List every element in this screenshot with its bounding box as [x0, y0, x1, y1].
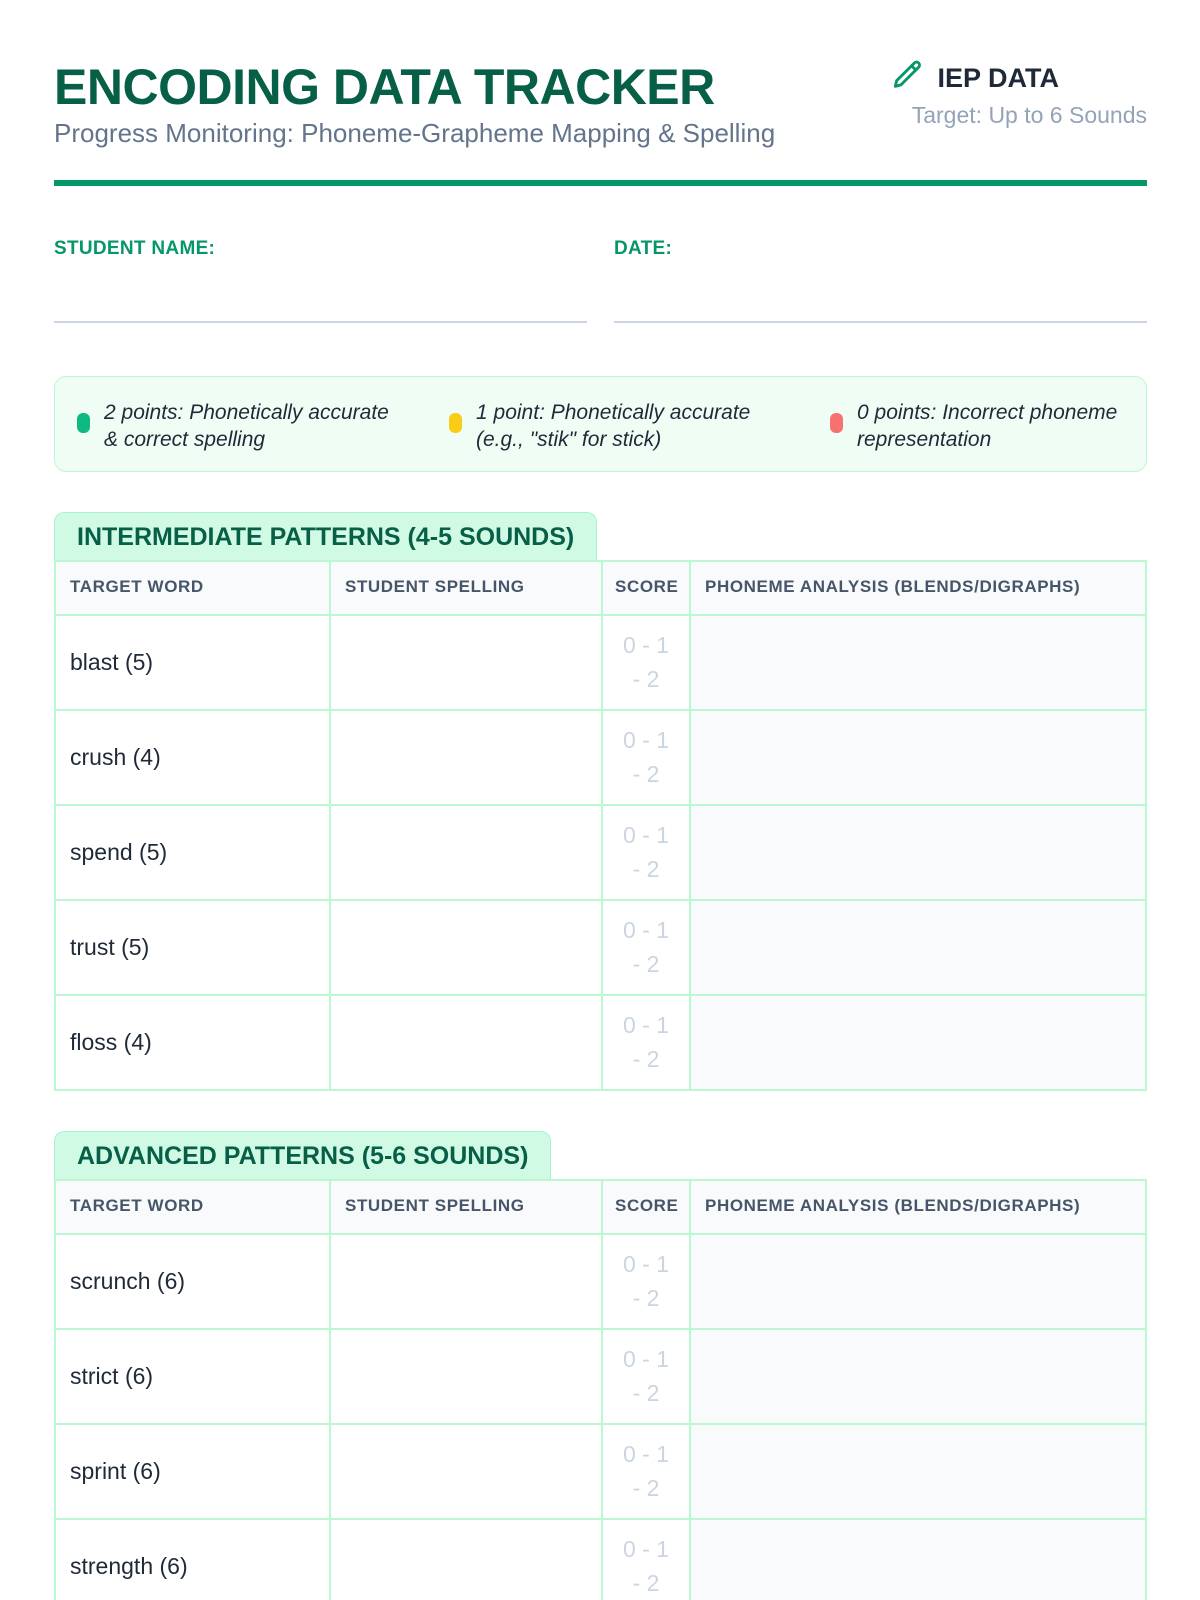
- table-header: [56, 562, 1145, 614]
- target-word: blast (5): [70, 649, 154, 675]
- advanced-table: [54, 1179, 1147, 1600]
- legend-item: [830, 399, 1157, 453]
- analysis-input[interactable]: [689, 1425, 1145, 1518]
- header: [54, 0, 1147, 186]
- table-row: [56, 804, 1145, 899]
- badge-label: IEP DATA: [937, 63, 1059, 93]
- analysis-input[interactable]: [689, 1520, 1145, 1600]
- spelling-input[interactable]: [329, 1330, 601, 1423]
- page-title: ENCODING DATA TRACKER: [54, 59, 715, 115]
- analysis-input[interactable]: [689, 1235, 1145, 1328]
- score-cell[interactable]: 0 - 1 - 2: [601, 1330, 689, 1423]
- score-cell[interactable]: 0 - 1 - 2: [601, 901, 689, 994]
- col-student-spelling: STUDENT SPELLING: [329, 1181, 601, 1233]
- score-cell[interactable]: 0 - 1 - 2: [601, 711, 689, 804]
- col-target-word: TARGET WORD: [70, 1196, 204, 1215]
- target-word: scrunch (6): [70, 1268, 186, 1294]
- student-name-label: STUDENT NAME:: [54, 238, 216, 259]
- score-cell[interactable]: 0 - 1 - 2: [601, 806, 689, 899]
- table-row: [56, 1328, 1145, 1423]
- spelling-input[interactable]: [329, 996, 601, 1089]
- col-score: SCORE: [601, 562, 689, 614]
- date-label: DATE:: [614, 238, 673, 259]
- tracker-page: [54, 0, 1147, 1596]
- target-word: floss (4): [70, 1029, 152, 1055]
- target-word: spend (5): [70, 839, 168, 865]
- spelling-input[interactable]: [329, 616, 601, 709]
- date-field[interactable]: [614, 238, 1147, 323]
- scoring-legend: [54, 376, 1147, 472]
- analysis-input[interactable]: [689, 616, 1145, 709]
- analysis-input[interactable]: [689, 711, 1145, 804]
- legend-item: [449, 399, 776, 453]
- iep-badge: [887, 56, 1147, 136]
- table-row: [56, 1233, 1145, 1328]
- col-phoneme-analysis: PHONEME ANALYSIS (BLENDS/DIGRAPHS): [689, 1181, 1145, 1233]
- table-row: [56, 994, 1145, 1089]
- analysis-input[interactable]: [689, 996, 1145, 1089]
- spelling-input[interactable]: [329, 1425, 601, 1518]
- intermediate-table: [54, 560, 1147, 1091]
- spelling-input[interactable]: [329, 806, 601, 899]
- legend-item: [77, 399, 404, 453]
- table-row: [56, 1423, 1145, 1518]
- col-score: SCORE: [601, 1181, 689, 1233]
- yellow-dot-icon: [449, 413, 462, 433]
- table-row: [56, 1518, 1145, 1600]
- score-cell[interactable]: 0 - 1 - 2: [601, 616, 689, 709]
- target-word: trust (5): [70, 934, 150, 960]
- target-word: crush (4): [70, 744, 161, 770]
- legend-text: 0 points: Incorrect phoneme representation: [857, 401, 1118, 451]
- score-cell[interactable]: 0 - 1 - 2: [601, 1425, 689, 1518]
- score-cell[interactable]: 0 - 1 - 2: [601, 1520, 689, 1600]
- table-row: [56, 614, 1145, 709]
- spelling-input[interactable]: [329, 711, 601, 804]
- table-header: [56, 1181, 1145, 1233]
- red-dot-icon: [830, 413, 843, 433]
- score-cell[interactable]: 0 - 1 - 2: [601, 996, 689, 1089]
- pencil-icon: [891, 58, 925, 99]
- target-word: strict (6): [70, 1363, 154, 1389]
- table-row: [56, 899, 1145, 994]
- target-word: strength (6): [70, 1553, 188, 1579]
- analysis-input[interactable]: [689, 806, 1145, 899]
- score-cell[interactable]: 0 - 1 - 2: [601, 1235, 689, 1328]
- page-subtitle: Progress Monitoring: Phoneme-Grapheme Mapping & Spelling: [54, 118, 776, 148]
- spelling-input[interactable]: [329, 901, 601, 994]
- student-fields: [54, 238, 1147, 323]
- col-student-spelling: STUDENT SPELLING: [329, 562, 601, 614]
- section-title: ADVANCED PATTERNS (5-6 SOUNDS): [54, 1131, 551, 1181]
- section-title: INTERMEDIATE PATTERNS (4-5 SOUNDS): [54, 512, 597, 562]
- student-name-field[interactable]: [54, 238, 587, 323]
- analysis-input[interactable]: [689, 901, 1145, 994]
- target-text: Target: Up to 6 Sounds: [911, 102, 1147, 128]
- spelling-input[interactable]: [329, 1520, 601, 1600]
- spelling-input[interactable]: [329, 1235, 601, 1328]
- col-phoneme-analysis: PHONEME ANALYSIS (BLENDS/DIGRAPHS): [689, 562, 1145, 614]
- analysis-input[interactable]: [689, 1330, 1145, 1423]
- legend-text: 1 point: Phonetically accurate (e.g., "stik" for stick): [476, 401, 751, 451]
- header-rule: [54, 180, 1147, 186]
- target-word: sprint (6): [70, 1458, 161, 1484]
- table-row: [56, 709, 1145, 804]
- col-target-word: TARGET WORD: [70, 577, 204, 596]
- legend-text: 2 points: Phonetically accurate & correct spelling: [104, 401, 389, 451]
- green-dot-icon: [77, 413, 90, 433]
